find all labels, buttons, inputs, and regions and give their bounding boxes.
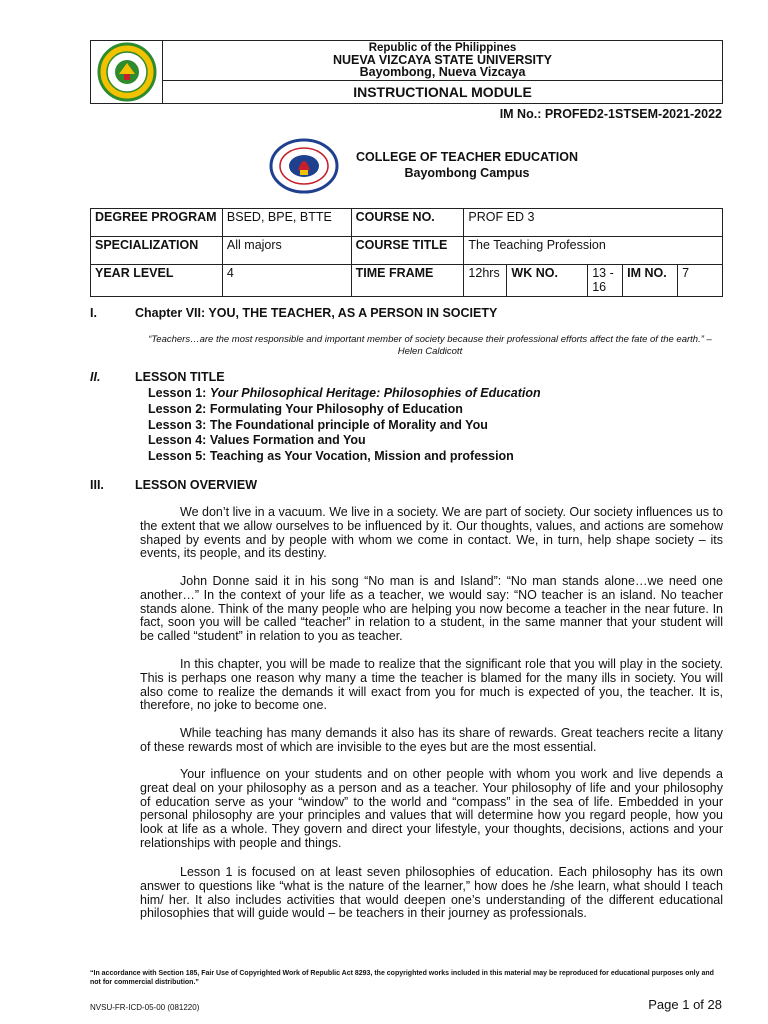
lesson-title: Your Philosophical Heritage: Philosophies of Education [209, 386, 541, 400]
lesson-title: The Foundational principle of Morality and You [209, 417, 488, 432]
section-number: II. [90, 370, 101, 384]
lesson-title-label: LESSON TITLE [135, 370, 225, 384]
im-number: IM No.: PROFED2-1STSEM-2021-2022 [499, 107, 722, 121]
lesson-title: Teaching as Your Vocation, Mission and profession [209, 449, 514, 464]
week-value: 13 - 16 [588, 265, 623, 297]
lesson-label: Lesson 5: [148, 449, 210, 464]
document-code: NVSU-FR-ICD-05-00 (081220) [90, 1003, 200, 1012]
course-no-label: COURSE NO. [351, 209, 464, 237]
college-seal-icon [268, 138, 340, 194]
paragraph: Lesson 1 is focused on at least seven philosophies of education. Each philosophy has its own answer to questions like “what is the nature of the learner,” how does he /she learn, what should I teach him/ her. It also includes activities that would deepen one’s understanding of the different educational philosophies that will guide would – be teachers in their journey as professionals. [140, 865, 723, 921]
course-title-label: COURSE TITLE [351, 237, 464, 265]
table-row [91, 265, 723, 297]
page-number: Page 1 of 28 [648, 997, 722, 1012]
time-frame-label: TIME FRAME [351, 265, 464, 297]
chapter-title: Chapter VII: YOU, THE TEACHER, AS A PERSON IN SOCIETY [135, 306, 498, 320]
republic-line: Republic of the Philippines [368, 42, 517, 54]
table-row [91, 237, 723, 265]
paragraph: In this chapter, you will be made to realize that the significant role that you will play in the society. This is perhaps one reason why many a time the teacher is blamed for the many ills in society. You will also come to realize the demands it will exact from you for much is expected of you, the teacher. It is, therefore, no joke to become one. [140, 657, 723, 713]
university-logo-cell [91, 41, 163, 103]
list-item [148, 402, 541, 418]
copyright-note: “In accordance with Section 185, Fair Use of Copyrighted Work of Republic Act 8293, the copyrighted works included in this material may be reproduced for educational purposes only and not for commercial distribution.” [90, 970, 714, 986]
college-name: COLLEGE OF TEACHER EDUCATION [356, 150, 578, 164]
lesson-title: Values Formation and You [209, 433, 366, 448]
lesson-list [148, 386, 541, 465]
header-table [90, 40, 723, 104]
section-number: I. [90, 306, 97, 320]
degree-label: DEGREE PROGRAM [91, 209, 223, 237]
list-item [148, 449, 541, 465]
paragraph: While teaching has many demands it also has its share of rewards. Great teachers recite a litany of these rewards most of which are invisible to the eyes but are the most essential. [140, 726, 723, 754]
im-no-label: IM NO. [623, 265, 678, 297]
university-location: Bayombong, Nueva Vizcaya [359, 65, 526, 79]
section-number: III. [90, 478, 104, 492]
course-title-value: The Teaching Profession [464, 237, 723, 265]
paragraph: Your influence on your students and on other people with whom you work and live depends a great deal on your philosophy as a person and as a teacher. Your philosophy of life and your philosophy of education serve as your “window” to the world and “compass” in the sea of life. Embedded in your personal philosophy are your principles and values that will determine how you regard people, how you look at life as a whole. They govern and direct your lifestyle, your thoughts, decisions, actions and your relationships with people and things. [140, 767, 723, 850]
year-label: YEAR LEVEL [91, 265, 223, 297]
lesson-overview-label: LESSON OVERVIEW [135, 478, 258, 492]
im-no-value: 7 [678, 265, 723, 297]
paragraph: John Donne said it in his song “No man is and Island”: “No man stands alone…we need one another…” In the context of your life as a teacher, we would say: “NO teacher is an island. No teacher stands alone. Think of the many people who are helping you now become a teacher in the near future. In fact, soon you will be called “teacher” in relation to a student, in the same manner that your student will be called “student” in relation to you as teacher. [140, 574, 723, 644]
list-item [148, 433, 541, 449]
quote-block: “Teachers…are the most responsible and important member of society because their professional efforts affect the fate of the earth.” – Helen Caldicott [148, 334, 712, 357]
course-no-value: PROF ED 3 [464, 209, 723, 237]
list-item [148, 418, 541, 434]
college-campus: Bayombong Campus [404, 166, 530, 180]
university-name: NUEVA VIZCAYA STATE UNIVERSITY [332, 53, 553, 67]
list-item [148, 386, 541, 402]
lesson-label: Lesson 3: [148, 417, 210, 432]
specialization-value: All majors [222, 237, 351, 265]
time-frame-value: 12hrs [464, 265, 507, 297]
lesson-label: Lesson 1: [148, 386, 210, 400]
university-name-block [163, 41, 722, 81]
module-title: INSTRUCTIONAL MODULE [353, 84, 532, 100]
lesson-title-heading [90, 370, 723, 386]
university-seal-icon [91, 41, 163, 103]
lesson-label: Lesson 4: [148, 433, 210, 448]
year-value: 4 [222, 265, 351, 297]
lesson-overview-heading [90, 478, 723, 494]
specialization-label: SPECIALIZATION [91, 237, 223, 265]
lesson-title: Formulating Your Philosophy of Education [209, 401, 463, 416]
chapter-heading [90, 306, 723, 322]
college-name-block [342, 149, 592, 181]
paragraph: We don’t live in a vacuum. We live in a society. We are part of society. Our society influences us to the extent that we allow ourselves to be influenced by it. Our thoughts, values, and actions are somehow shaped by events and by people with whom we come in contact. We, in turn, help shape society – its events, its people, and its destiny. [140, 505, 723, 561]
table-row [91, 209, 723, 237]
week-label: WK NO. [507, 265, 588, 297]
degree-value: BSED, BPE, BTTE [222, 209, 351, 237]
course-info-table [90, 208, 723, 297]
lesson-label: Lesson 2: [148, 401, 210, 416]
